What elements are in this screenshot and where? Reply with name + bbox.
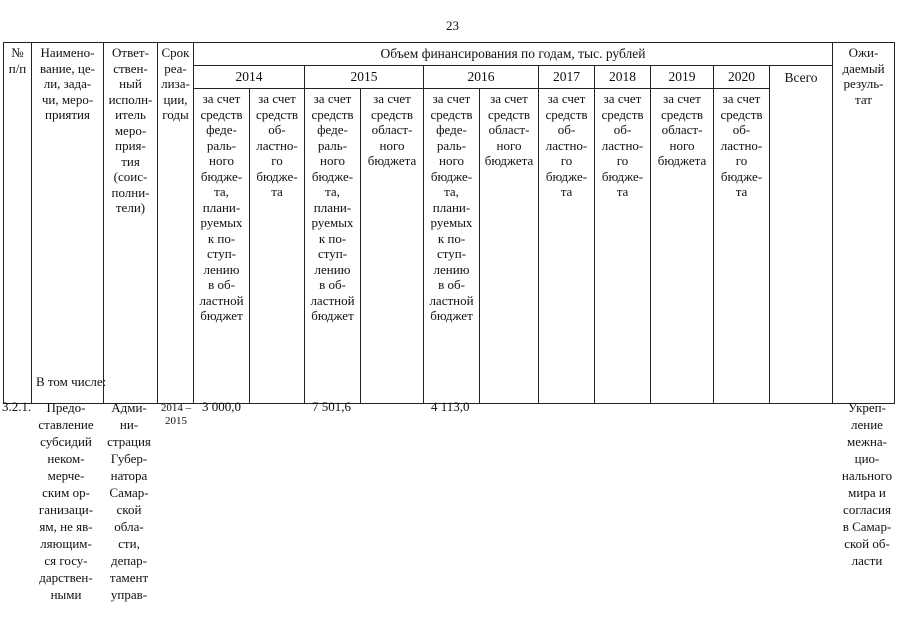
year-2019: 2019	[651, 66, 714, 89]
header-number: № п/п	[4, 43, 32, 404]
source-regional-2019: за счет средств област- ного бюджета	[651, 89, 714, 404]
row-responsible: Адми- ни- страция Губер- натора Самар- ской обла- сти, депар- тамент управ-	[107, 400, 151, 602]
source-regional-2014: за счет средств об- ластно- го бюдже- та	[250, 89, 305, 404]
value-2015-federal: 7 501,6	[312, 399, 351, 414]
year-2020: 2020	[714, 66, 770, 89]
year-2018: 2018	[595, 66, 651, 89]
page-number: 23	[446, 18, 459, 33]
source-regional-2017: за счет средств об- ластно- го бюдже- та	[539, 89, 595, 404]
source-regional-2018: за счет средств об- ластно- го бюдже- та	[595, 89, 651, 404]
funding-table	[3, 42, 895, 404]
header-responsible: Ответ- ствен- ный исполн- итель меро- прия- тия (соис- полни- тели)	[104, 43, 158, 404]
row-term: 2014 – 2015	[160, 402, 192, 427]
source-federal-2016: за счет средств феде- раль- ного бюдже- та, плани- руемых к по- ступ- лению в об- ластной бюджет	[424, 89, 480, 404]
source-federal-2015: за счет средств феде- раль- ного бюдже- та, плани- руемых к по- ступ- лению в об- ластной бюджет	[305, 89, 361, 404]
year-2014: 2014	[194, 66, 305, 89]
header-funding: Объем финансирования по годам, тыс. рублей	[194, 43, 833, 66]
year-2016: 2016	[424, 66, 539, 89]
header-term: Срок реа- лиза- ции, годы	[158, 43, 194, 404]
row-result: Укреп- ление межна- цио- нального мира и согласия в Самар- ской об- ласти	[841, 400, 893, 568]
header-total: Всего	[770, 66, 833, 404]
row-number: 3.2.1.	[2, 399, 32, 414]
source-regional-2015: за счет средств област- ного бюджета	[361, 89, 424, 404]
source-regional-2020: за счет средств об- ластно- го бюдже- та	[714, 89, 770, 404]
header-result: Ожи- даемый резуль- тат	[833, 43, 895, 404]
subheading: В том числе:	[36, 374, 107, 389]
source-federal-2014: за счет средств феде- раль- ного бюдже- та, плани- руемых к по- ступ- лению в об- ластной бюджет	[194, 89, 250, 404]
row-name: Предо- ставление субсидий неком- мерче- ским ор- ганизаци- ям, не яв- ляющим- ся госу- дарствен- ными	[38, 400, 94, 602]
year-2017: 2017	[539, 66, 595, 89]
value-2016-federal: 4 113,0	[431, 399, 470, 414]
header-name: Наимено- вание, це- ли, зада- чи, меро- приятия	[32, 43, 104, 404]
source-regional-2016: за счет средств област- ного бюджета	[480, 89, 539, 404]
value-2014-federal: 3 000,0	[202, 399, 241, 414]
year-2015: 2015	[305, 66, 424, 89]
